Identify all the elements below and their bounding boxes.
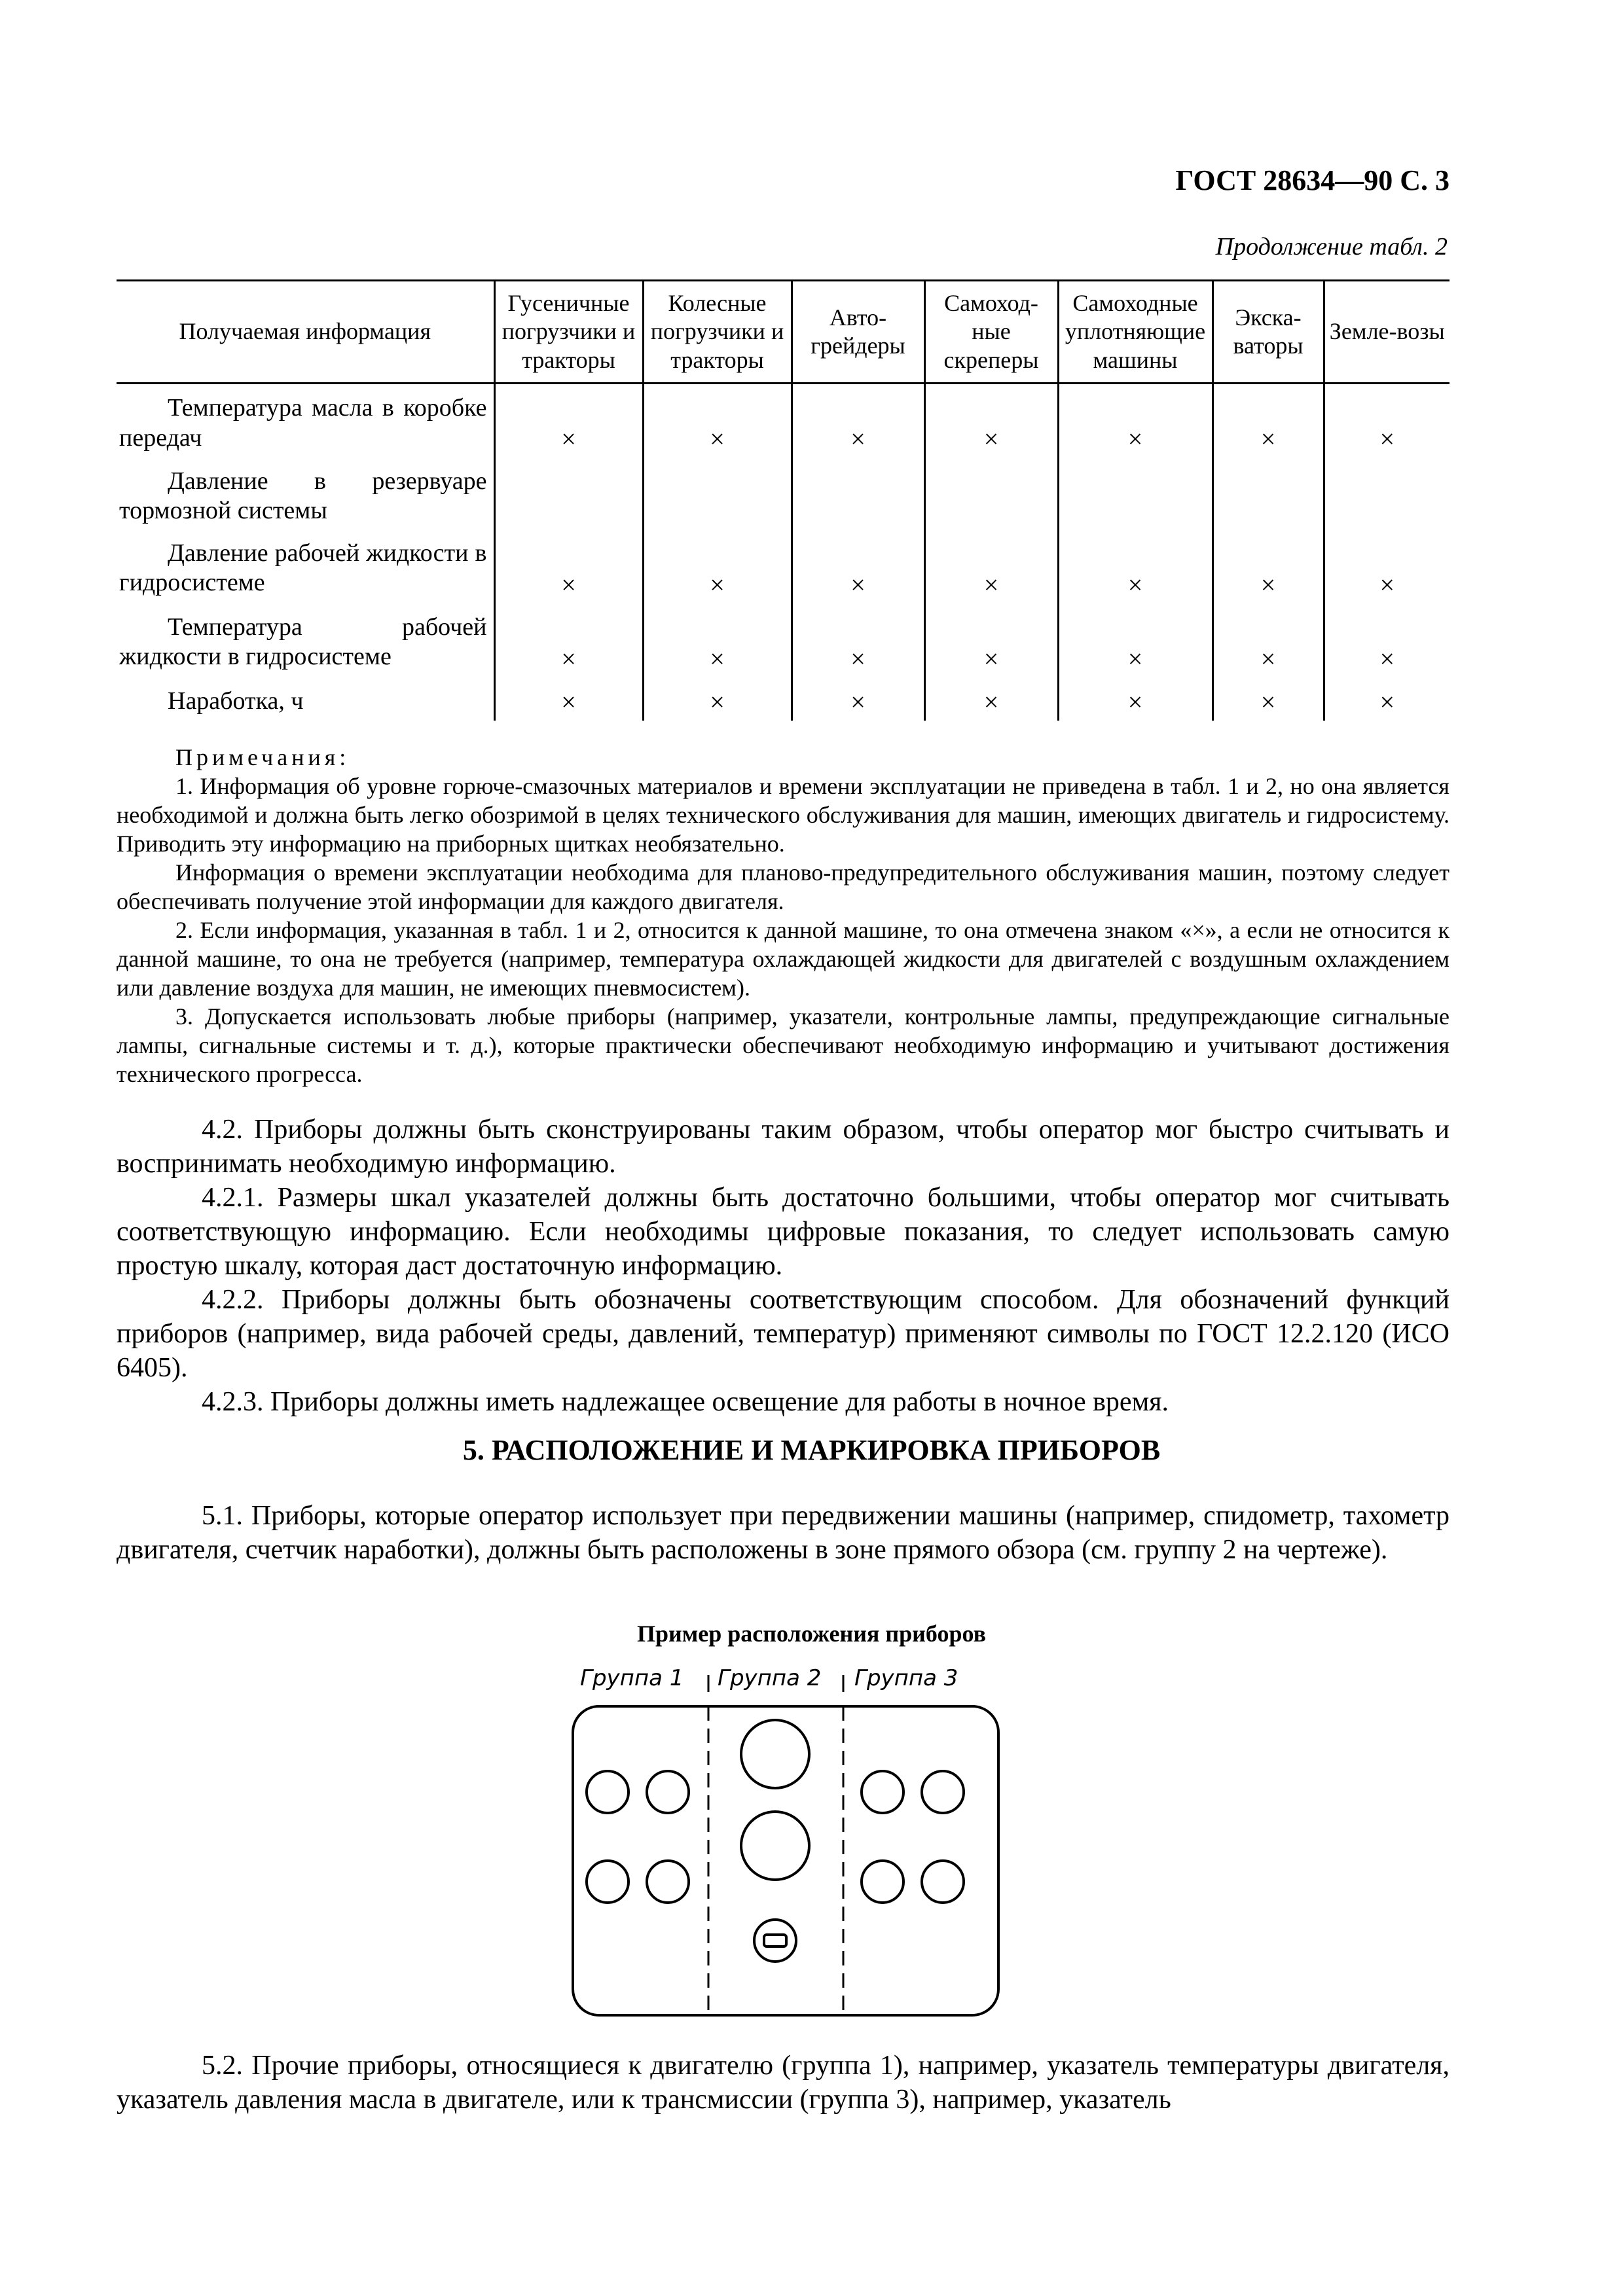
section-5-body	[117, 1499, 1450, 1567]
table-cell: ×	[494, 677, 643, 721]
table-cell	[1324, 457, 1450, 529]
table-header-row	[117, 281, 1450, 384]
header-cell: Земле-возы	[1324, 281, 1450, 384]
panel-outline	[573, 1706, 998, 2015]
table-cell: ×	[924, 529, 1058, 603]
table-cell: ×	[1324, 603, 1450, 677]
table-cell	[1213, 457, 1324, 529]
table-cell: ×	[1324, 677, 1450, 721]
table-cell: ×	[1213, 603, 1324, 677]
group-3-label: Группа 3	[854, 1665, 958, 1691]
gauge-icon	[647, 1771, 689, 1813]
table-cell: ×	[792, 603, 924, 677]
section-5-2-body	[117, 2049, 1450, 2117]
header-cell: Авто-грейдеры	[792, 281, 924, 384]
paragraph: 4.2.2. Приборы должны быть обозначены соответствующим способом. Для обозначений функций приборов (например, вида рабочей среды, давлений, температур) применяют символы по ГОСТ 12.2.120 (ИСО 6405).	[117, 1285, 1450, 1383]
note-item: 2. Если информация, указанная в табл. 1 и 2, относится к данной машине, то она отмечена знаком «×», а если не относится к данной машине, то она не требуется (например, температура охлаждающей жидкости для двигателей с воздушным охлаждением или давление воздуха для машин, не имеющих пневмосистем).	[117, 917, 1450, 1001]
table-cell	[1058, 457, 1213, 529]
gauge-icon	[587, 1861, 629, 1903]
table-cell: ×	[494, 603, 643, 677]
group-1-label: Группа 1	[580, 1665, 684, 1691]
table-cell: ×	[924, 384, 1058, 457]
notes-title: Примечания:	[175, 744, 350, 770]
table-cell: ×	[1058, 603, 1213, 677]
table-cell: ×	[643, 529, 792, 603]
row-label: Давление рабочей жидкости в гидросистеме	[119, 539, 487, 597]
note-item: 3. Допускается использовать любые приборы (например, указатели, контрольные лампы, предупреждающие сигнальные лампы, сигнальные системы и т. д.), которые практически обеспечивают необходимую информацию и учитывают достижения технического прогресса.	[117, 1003, 1450, 1087]
speedometer-icon	[741, 1720, 809, 1788]
note-item: 1. Информация об уровне горюче-смазочных материалов и времени эксплуатации не приведена в табл. 1 и 2, но она является необходимой и должна быть легко обозримой в целях технического обслуживания для машин, имеющих двигатель и гидросистему. Приводить эту информацию на приборных щитках необязательно.	[117, 773, 1450, 857]
section-4-body	[117, 1113, 1450, 1419]
table-cell: ×	[1058, 677, 1213, 721]
header-cell: Самоходные уплотняющие машины	[1058, 281, 1213, 384]
table-row	[117, 529, 1450, 603]
note-item: Информация о времени эксплуатации необходима для планово-предупредительного обслуживания машин, поэтому следует обеспечивать получение этой информации для каждого двигателя.	[117, 859, 1450, 914]
table-cell: ×	[1324, 529, 1450, 603]
section-title: 5. РАСПОЛОЖЕНИЕ И МАРКИРОВКА ПРИБОРОВ	[462, 1434, 1161, 1466]
hour-meter-icon	[754, 1920, 796, 1962]
table-cell: ×	[494, 529, 643, 603]
gauge-icon	[862, 1861, 903, 1903]
group-2-label: Группа 2	[718, 1665, 822, 1691]
header-cell: Получаемая информация	[117, 281, 494, 384]
info-table	[117, 279, 1450, 721]
table-cell: ×	[1324, 384, 1450, 457]
figure-caption: Пример расположения приборов	[636, 1621, 987, 1647]
table-row	[117, 384, 1450, 457]
table-cell: ×	[1213, 677, 1324, 721]
header-cell: Экска-ваторы	[1213, 281, 1324, 384]
paragraph: 5.1. Приборы, которые оператор использует при передвижении машины (например, спидометр, тахометр двигателя, счетчик наработки), должны быть расположены в зоне прямого обзора (см. группу 2 на чертеже).	[117, 1501, 1450, 1565]
instrument-panel-diagram	[563, 1659, 1008, 2026]
paragraph: 4.2. Приборы должны быть сконструированы таким образом, чтобы оператор мог быстро считывать и воспринимать необходимую информацию.	[117, 1115, 1450, 1179]
header-cell: Колесные погрузчики и тракторы	[643, 281, 792, 384]
tachometer-icon	[741, 1812, 809, 1880]
table-cell: ×	[924, 677, 1058, 721]
table-cell	[643, 457, 792, 529]
table-row	[117, 457, 1450, 529]
paragraph: 4.2.3. Приборы должны иметь надлежащее освещение для работы в ночное время.	[202, 1387, 1169, 1417]
row-label: Давление в резервуаре тормозной системы	[119, 467, 487, 525]
gauge-icon	[587, 1771, 629, 1813]
table-cell: ×	[643, 603, 792, 677]
table-cell: ×	[924, 603, 1058, 677]
page-header: ГОСТ 28634—90 С. 3	[1175, 164, 1450, 196]
header-cell: Самоход-ные скреперы	[924, 281, 1058, 384]
table-cell: ×	[1058, 384, 1213, 457]
table-cell	[494, 457, 643, 529]
row-label: Наработка, ч	[168, 687, 304, 715]
paragraph: 4.2.1. Размеры шкал указателей должны быть достаточно большими, чтобы оператор мог считывать соответствующую информацию. Если необходимы цифровые показания, то следует использовать самую простую шкалу, которая даст достаточную информацию.	[117, 1183, 1450, 1281]
hour-meter-display	[764, 1935, 786, 1946]
gauge-icon	[922, 1861, 964, 1903]
row-label: Температура масла в коробке передач	[119, 394, 487, 452]
paragraph: 5.2. Прочие приборы, относящиеся к двигателю (группа 1), например, указатель температуры двигателя, указатель давления масла в двигателе, или к трансмиссии (группа 3), например, указатель	[117, 2051, 1450, 2115]
table-cell	[792, 457, 924, 529]
row-label: Температура рабочей жидкости в гидросистеме	[119, 613, 487, 671]
table-cell: ×	[643, 677, 792, 721]
table-cell: ×	[1213, 384, 1324, 457]
gauge-icon	[647, 1861, 689, 1903]
header-cell: Гусеничные погрузчики и тракторы	[494, 281, 643, 384]
table-row	[117, 603, 1450, 677]
table-cell: ×	[1058, 529, 1213, 603]
table-cell: ×	[494, 384, 643, 457]
gauge-icon	[862, 1771, 903, 1813]
table-cell: ×	[1213, 529, 1324, 603]
table-row	[117, 677, 1450, 721]
table-cell: ×	[792, 384, 924, 457]
notes	[117, 743, 1450, 1088]
table-cell: ×	[792, 677, 924, 721]
table-caption: Продолжение табл. 2	[1215, 233, 1448, 260]
table-cell	[924, 457, 1058, 529]
table-cell: ×	[792, 529, 924, 603]
table-cell: ×	[643, 384, 792, 457]
gauge-icon	[922, 1771, 964, 1813]
